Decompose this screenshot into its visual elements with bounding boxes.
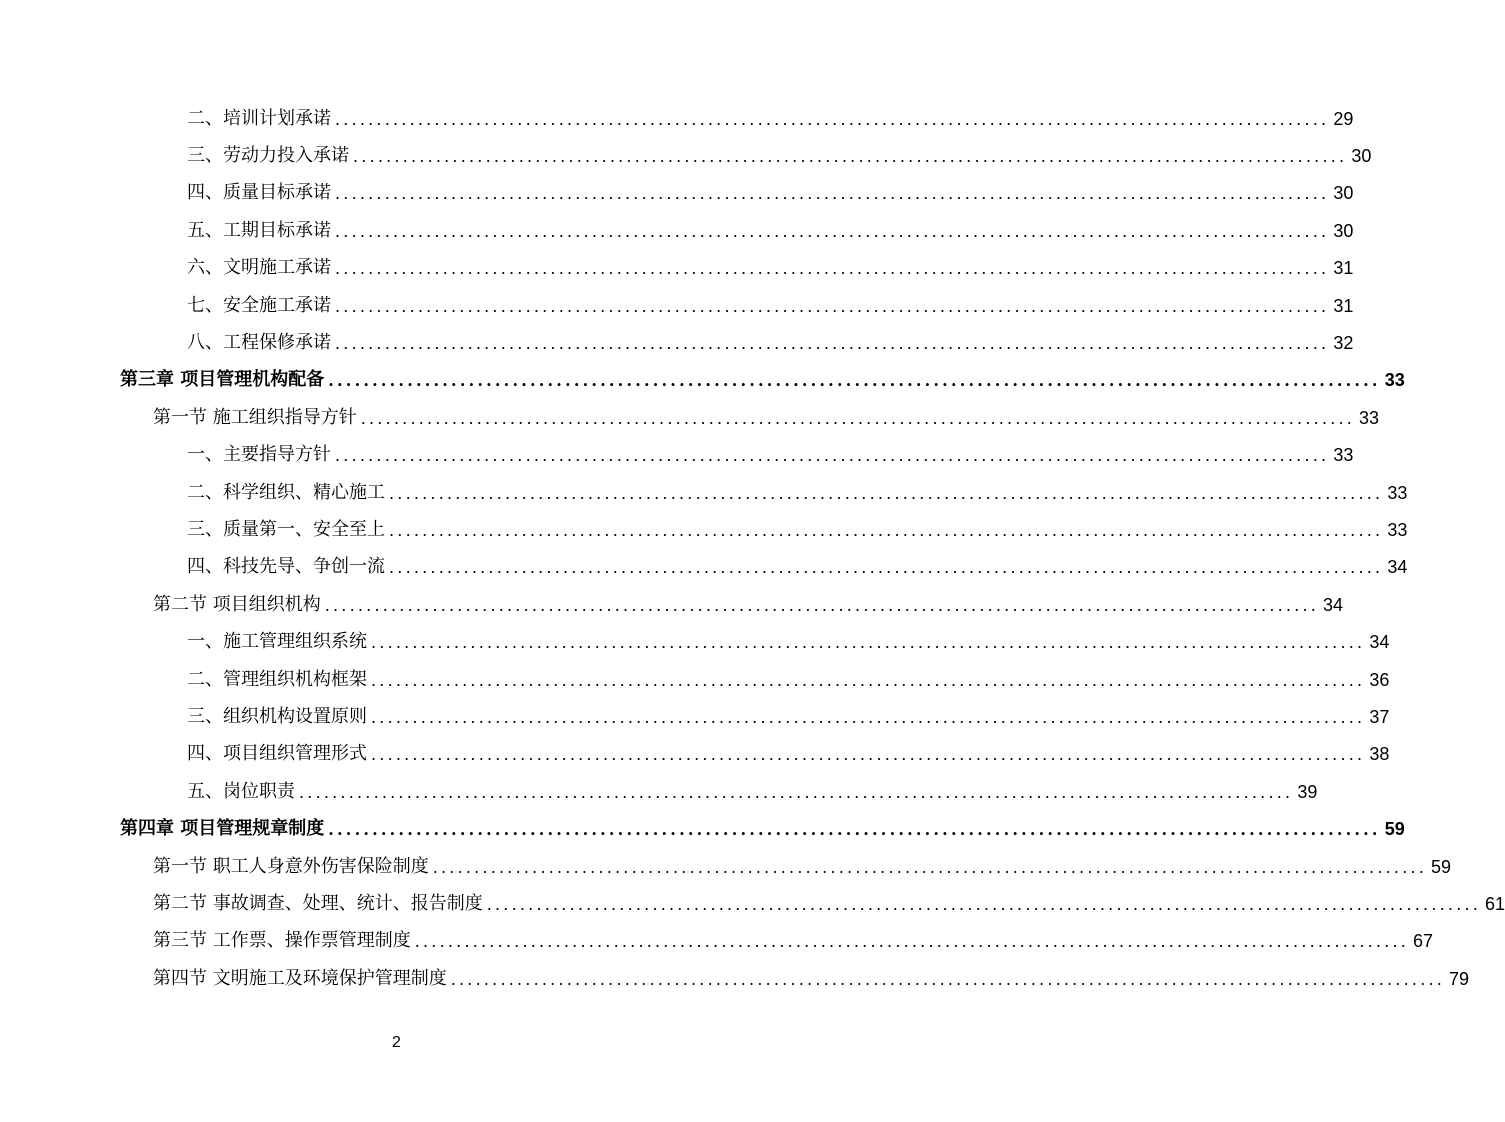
dot-leader: ........................................................................................................................ <box>353 147 1348 167</box>
toc-entry-label: 第一节 职工人身意外伤害保险制度 <box>153 858 433 876</box>
dot-leader: ........................................................................................................................ <box>335 259 1330 279</box>
dot-leader: ........................................................................................................................ <box>335 334 1330 354</box>
toc-entry-label: 三、劳动力投入承诺 <box>187 147 353 165</box>
toc-entry-label: 第二节 项目组织机构 <box>153 596 325 614</box>
toc-entry[interactable] <box>0 399 1380 436</box>
toc-entry-label: 第四章 项目管理规章制度 <box>120 820 328 838</box>
toc-entry[interactable] <box>0 736 1390 773</box>
toc-entry-label: 二、科学组织、精心施工 <box>187 484 389 502</box>
table-of-contents <box>0 100 1505 997</box>
toc-entry-page-number: 31 <box>1333 295 1354 316</box>
toc-entry-label: 第一节 施工组织指导方针 <box>153 409 361 427</box>
dot-leader: ........................................................................................................................ <box>335 446 1330 466</box>
toc-entry-label: 四、科技先导、争创一流 <box>187 558 389 576</box>
toc-entry-label: 第四节 文明施工及环境保护管理制度 <box>153 970 451 988</box>
toc-entry-page-number: 33 <box>1387 519 1408 540</box>
toc-entry-label: 三、质量第一、安全至上 <box>187 521 389 539</box>
toc-entry[interactable] <box>0 698 1390 735</box>
dot-leader: ........................................................................................................................ <box>371 633 1366 653</box>
dot-leader: ........................................................................................................................ <box>335 296 1330 316</box>
toc-entry[interactable] <box>0 885 1505 922</box>
toc-entry-label: 八、工程保修承诺 <box>187 334 335 352</box>
toc-entry[interactable] <box>0 923 1434 960</box>
dot-leader: ........................................................................................................................ <box>324 595 1320 615</box>
toc-entry-page-number: 34 <box>1323 594 1344 615</box>
dot-leader: ........................................................................................................................ <box>371 670 1366 690</box>
toc-entry-label: 五、工期目标承诺 <box>187 222 335 240</box>
dot-leader: ........................................................................................................................ <box>389 520 1384 540</box>
toc-entry[interactable] <box>0 549 1408 586</box>
toc-entry-label: 一、主要指导方针 <box>187 446 335 464</box>
dot-leader: ........................................................................................................................ <box>371 707 1366 727</box>
toc-entry[interactable] <box>0 287 1354 324</box>
dot-leader: ........................................................................................................................ <box>432 857 1428 877</box>
toc-entry[interactable] <box>0 511 1408 548</box>
dot-leader: ........................................................................................................................ <box>335 109 1330 129</box>
dot-leader: ........................................................................................................................ <box>335 221 1330 241</box>
toc-entry[interactable] <box>0 362 1405 399</box>
toc-entry[interactable] <box>0 437 1354 474</box>
toc-entry-label: 一、施工管理组织系统 <box>187 633 371 651</box>
toc-entry[interactable] <box>0 100 1354 137</box>
toc-entry[interactable] <box>0 250 1354 287</box>
toc-entry-page-number: 61 <box>1485 893 1505 914</box>
toc-entry-page-number: 30 <box>1333 183 1354 204</box>
dot-leader: ........................................................................................................................ <box>389 558 1384 578</box>
page-number: 2 <box>392 1034 401 1051</box>
toc-entry-label: 六、文明施工承诺 <box>187 259 335 277</box>
toc-entry[interactable] <box>0 810 1405 847</box>
toc-entry-page-number: 29 <box>1333 108 1354 129</box>
toc-entry-page-number: 34 <box>1369 632 1390 653</box>
toc-entry-label: 二、培训计划承诺 <box>187 110 335 128</box>
toc-entry[interactable] <box>0 212 1354 249</box>
toc-entry-label: 第三节 工作票、操作票管理制度 <box>153 932 415 950</box>
toc-entry-label: 第三章 项目管理机构配备 <box>120 371 328 389</box>
toc-entry-label: 四、项目组织管理形式 <box>187 745 371 763</box>
dot-leader: ........................................................................................................................ <box>414 932 1410 952</box>
toc-entry-page-number: 33 <box>1384 370 1405 391</box>
toc-entry-label: 四、质量目标承诺 <box>187 184 335 202</box>
toc-entry-page-number: 37 <box>1369 706 1390 727</box>
dot-leader: ........................................................................................................................ <box>335 184 1330 204</box>
toc-entry-page-number: 31 <box>1333 258 1354 279</box>
dot-leader: ........................................................................................................................ <box>371 745 1366 765</box>
toc-entry-page-number: 36 <box>1369 669 1390 690</box>
toc-entry[interactable] <box>0 137 1372 174</box>
toc-entry-page-number: 79 <box>1449 968 1470 989</box>
toc-entry-page-number: 67 <box>1413 931 1434 952</box>
toc-entry-page-number: 32 <box>1333 333 1354 354</box>
toc-entry-page-number: 38 <box>1369 744 1390 765</box>
dot-leader: ........................................................................................................................ <box>299 782 1294 802</box>
toc-entry-label: 二、管理组织机构框架 <box>187 671 371 689</box>
toc-entry-page-number: 33 <box>1333 445 1354 466</box>
toc-entry[interactable] <box>0 474 1408 511</box>
dot-leader: ........................................................................................................................ <box>328 820 1381 840</box>
dot-leader: ........................................................................................................................ <box>360 408 1356 428</box>
toc-entry[interactable] <box>0 623 1390 660</box>
toc-entry-page-number: 34 <box>1387 557 1408 578</box>
toc-entry-label: 三、组织机构设置原则 <box>187 708 371 726</box>
toc-entry[interactable] <box>0 324 1354 361</box>
toc-entry[interactable] <box>0 175 1354 212</box>
toc-entry-page-number: 33 <box>1359 407 1380 428</box>
toc-entry-page-number: 59 <box>1384 819 1405 840</box>
dot-leader: ........................................................................................................................ <box>328 371 1381 391</box>
dot-leader: ........................................................................................................................ <box>389 483 1384 503</box>
toc-entry-label: 七、安全施工承诺 <box>187 297 335 315</box>
toc-entry-page-number: 30 <box>1351 146 1372 167</box>
toc-entry-page-number: 33 <box>1387 482 1408 503</box>
toc-entry-page-number: 39 <box>1297 781 1318 802</box>
toc-entry[interactable] <box>0 848 1452 885</box>
toc-entry[interactable] <box>0 586 1344 623</box>
toc-entry[interactable] <box>0 773 1318 810</box>
toc-entry[interactable] <box>0 661 1390 698</box>
toc-entry-label: 五、岗位职责 <box>187 783 299 801</box>
toc-entry-page-number: 59 <box>1431 856 1452 877</box>
toc-entry-label: 第二节 事故调查、处理、统计、报告制度 <box>153 895 487 913</box>
toc-entry-page-number: 30 <box>1333 220 1354 241</box>
dot-leader: ........................................................................................................................ <box>486 894 1482 914</box>
toc-entry[interactable] <box>0 960 1470 997</box>
dot-leader: ........................................................................................................................ <box>450 969 1446 989</box>
